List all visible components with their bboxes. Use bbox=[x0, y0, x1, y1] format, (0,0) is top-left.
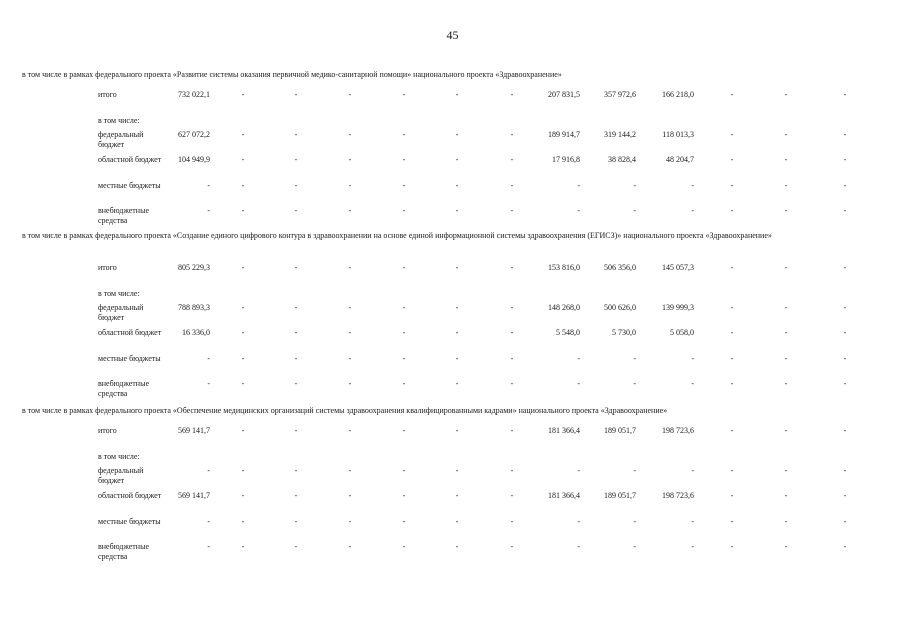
empty-cell: - bbox=[294, 465, 298, 475]
empty-cell: - bbox=[402, 379, 406, 388]
empty-cell: - bbox=[730, 206, 734, 215]
value-v2022: - bbox=[577, 180, 580, 190]
empty-cell: - bbox=[784, 328, 788, 337]
table-row bbox=[0, 303, 905, 323]
empty-cell: - bbox=[294, 328, 298, 337]
empty-cell: - bbox=[730, 491, 734, 500]
empty-cell: - bbox=[510, 516, 514, 526]
value-v2024: - bbox=[691, 542, 694, 551]
empty-cell: - bbox=[455, 465, 459, 475]
empty-cell: - bbox=[455, 90, 459, 99]
table-row bbox=[0, 491, 905, 511]
empty-cell: - bbox=[402, 465, 406, 475]
value-v2024: 118 013,3 bbox=[662, 129, 694, 139]
value-v2023: 357 972,6 bbox=[604, 90, 636, 99]
value-total: 104 949,9 bbox=[178, 155, 210, 164]
value-v2024: - bbox=[691, 379, 694, 388]
table-row bbox=[0, 90, 905, 110]
empty-cell: - bbox=[402, 353, 406, 363]
value-total: - bbox=[207, 516, 210, 526]
empty-cell: - bbox=[241, 206, 245, 215]
empty-cell: - bbox=[348, 491, 352, 500]
empty-cell: - bbox=[348, 379, 352, 388]
empty-cell: - bbox=[348, 516, 352, 526]
empty-cell: - bbox=[241, 328, 245, 337]
value-v2024: 5 058,0 bbox=[670, 328, 694, 337]
empty-cell: - bbox=[455, 542, 459, 551]
empty-cell: - bbox=[455, 180, 459, 190]
empty-cell: - bbox=[784, 542, 788, 551]
row-label: в том числе: bbox=[98, 115, 140, 125]
value-v2023: 38 828,4 bbox=[608, 155, 636, 164]
value-v2022: 207 831,5 bbox=[548, 90, 580, 99]
empty-cell: - bbox=[510, 465, 514, 475]
value-total: - bbox=[207, 353, 210, 363]
empty-cell: - bbox=[348, 328, 352, 337]
value-v2023: - bbox=[633, 353, 636, 363]
value-v2022: - bbox=[577, 516, 580, 526]
table-row bbox=[0, 542, 905, 562]
value-v2022: - bbox=[577, 542, 580, 551]
value-total: 788 893,3 bbox=[178, 302, 210, 312]
empty-cell: - bbox=[784, 465, 788, 475]
row-label: федеральный бюджет bbox=[98, 465, 144, 485]
value-v2023: 500 626,0 bbox=[604, 302, 636, 312]
empty-cell: - bbox=[348, 90, 352, 99]
empty-cell: - bbox=[241, 516, 245, 526]
empty-cell: - bbox=[455, 379, 459, 388]
value-v2023: - bbox=[633, 180, 636, 190]
value-v2022: 181 366,4 bbox=[548, 426, 580, 435]
empty-cell: - bbox=[241, 90, 245, 99]
table-row bbox=[0, 426, 905, 446]
empty-cell: - bbox=[455, 155, 459, 164]
value-total: 627 072,2 bbox=[178, 129, 210, 139]
empty-cell: - bbox=[402, 263, 406, 272]
table-row bbox=[0, 328, 905, 348]
empty-cell: - bbox=[294, 155, 298, 164]
empty-cell: - bbox=[730, 90, 734, 99]
empty-cell: - bbox=[843, 302, 847, 312]
value-v2023: - bbox=[633, 465, 636, 475]
empty-cell: - bbox=[784, 302, 788, 312]
empty-cell: - bbox=[510, 129, 514, 139]
value-total: 16 336,0 bbox=[182, 328, 210, 337]
empty-cell: - bbox=[241, 302, 245, 312]
empty-cell: - bbox=[843, 155, 847, 164]
value-v2024: - bbox=[691, 180, 694, 190]
page-number: 45 bbox=[446, 28, 459, 42]
empty-cell: - bbox=[455, 353, 459, 363]
table-row bbox=[0, 466, 905, 486]
empty-cell: - bbox=[843, 426, 847, 435]
empty-cell: - bbox=[455, 129, 459, 139]
value-v2022: - bbox=[577, 465, 580, 475]
empty-cell: - bbox=[241, 426, 245, 435]
empty-cell: - bbox=[294, 129, 298, 139]
empty-cell: - bbox=[241, 129, 245, 139]
empty-cell: - bbox=[348, 129, 352, 139]
value-v2023: - bbox=[633, 542, 636, 551]
value-v2022: - bbox=[577, 379, 580, 388]
value-v2024: - bbox=[691, 353, 694, 363]
empty-cell: - bbox=[294, 90, 298, 99]
value-v2022: 5 548,0 bbox=[556, 328, 580, 337]
empty-cell: - bbox=[294, 542, 298, 551]
empty-cell: - bbox=[784, 353, 788, 363]
empty-cell: - bbox=[294, 426, 298, 435]
empty-cell: - bbox=[402, 90, 406, 99]
empty-cell: - bbox=[510, 542, 514, 551]
empty-cell: - bbox=[510, 426, 514, 435]
table-row bbox=[0, 517, 905, 537]
empty-cell: - bbox=[348, 353, 352, 363]
value-v2022: 148 268,0 bbox=[548, 302, 580, 312]
row-label: областной бюджет bbox=[98, 328, 162, 337]
empty-cell: - bbox=[402, 206, 406, 215]
empty-cell: - bbox=[510, 491, 514, 500]
value-v2022: 17 916,8 bbox=[552, 155, 580, 164]
empty-cell: - bbox=[843, 516, 847, 526]
empty-cell: - bbox=[294, 379, 298, 388]
empty-cell: - bbox=[843, 379, 847, 388]
empty-cell: - bbox=[843, 129, 847, 139]
value-total: 569 141,7 bbox=[178, 426, 210, 435]
empty-cell: - bbox=[510, 155, 514, 164]
row-label: федеральный бюджет bbox=[98, 302, 144, 322]
value-v2024: 198 723,6 bbox=[662, 426, 694, 435]
table-row bbox=[0, 155, 905, 175]
empty-cell: - bbox=[843, 465, 847, 475]
empty-cell: - bbox=[402, 426, 406, 435]
table-row bbox=[0, 181, 905, 201]
empty-cell: - bbox=[241, 263, 245, 272]
empty-cell: - bbox=[241, 465, 245, 475]
value-v2024: 48 204,7 bbox=[666, 155, 694, 164]
value-v2022: - bbox=[577, 353, 580, 363]
value-total: 732 022,1 bbox=[178, 90, 210, 99]
table-row bbox=[0, 263, 905, 283]
value-total: - bbox=[207, 206, 210, 215]
empty-cell: - bbox=[402, 516, 406, 526]
value-v2024: 198 723,6 bbox=[662, 491, 694, 500]
section-title: в том числе в рамках федерального проекта «Создание единого цифрового контура в здравоохранении на основе единой информационной системы здравоохранения (ЕГИСЗ)» национального проекта «Здравоохранение» bbox=[22, 231, 772, 240]
empty-cell: - bbox=[348, 155, 352, 164]
empty-cell: - bbox=[510, 379, 514, 388]
empty-cell: - bbox=[455, 263, 459, 272]
value-v2024: 139 999,3 bbox=[662, 302, 694, 312]
empty-cell: - bbox=[843, 263, 847, 272]
empty-cell: - bbox=[348, 302, 352, 312]
table-row bbox=[0, 206, 905, 226]
empty-cell: - bbox=[784, 379, 788, 388]
empty-cell: - bbox=[730, 516, 734, 526]
value-total: - bbox=[207, 180, 210, 190]
empty-cell: - bbox=[784, 426, 788, 435]
section-title: в том числе в рамках федерального проекта «Развитие системы оказания первичной медико-санитарной помощи» национального проекта «Здравоохранение» bbox=[22, 70, 562, 79]
empty-cell: - bbox=[730, 328, 734, 337]
row-label: областной бюджет bbox=[98, 491, 162, 500]
empty-cell: - bbox=[241, 180, 245, 190]
value-v2024: - bbox=[691, 465, 694, 475]
empty-cell: - bbox=[402, 129, 406, 139]
empty-cell: - bbox=[730, 426, 734, 435]
empty-cell: - bbox=[730, 263, 734, 272]
value-v2024: 145 057,3 bbox=[662, 263, 694, 272]
row-label: итого bbox=[98, 426, 117, 435]
empty-cell: - bbox=[730, 465, 734, 475]
value-v2022: 153 816,0 bbox=[548, 263, 580, 272]
empty-cell: - bbox=[730, 353, 734, 363]
empty-cell: - bbox=[241, 491, 245, 500]
value-v2023: - bbox=[633, 516, 636, 526]
empty-cell: - bbox=[348, 542, 352, 551]
empty-cell: - bbox=[455, 302, 459, 312]
value-total: - bbox=[207, 542, 210, 551]
empty-cell: - bbox=[241, 542, 245, 551]
value-v2022: - bbox=[577, 206, 580, 215]
empty-cell: - bbox=[730, 180, 734, 190]
value-v2023: - bbox=[633, 206, 636, 215]
value-v2024: 166 218,0 bbox=[662, 90, 694, 99]
empty-cell: - bbox=[402, 491, 406, 500]
empty-cell: - bbox=[510, 302, 514, 312]
empty-cell: - bbox=[455, 328, 459, 337]
value-v2023: - bbox=[633, 379, 636, 388]
value-v2023: 189 051,7 bbox=[604, 426, 636, 435]
empty-cell: - bbox=[294, 206, 298, 215]
empty-cell: - bbox=[730, 302, 734, 312]
empty-cell: - bbox=[402, 302, 406, 312]
empty-cell: - bbox=[455, 206, 459, 215]
empty-cell: - bbox=[510, 353, 514, 363]
empty-cell: - bbox=[730, 542, 734, 551]
value-total: 805 229,3 bbox=[178, 263, 210, 272]
empty-cell: - bbox=[294, 302, 298, 312]
empty-cell: - bbox=[294, 516, 298, 526]
empty-cell: - bbox=[241, 379, 245, 388]
empty-cell: - bbox=[784, 206, 788, 215]
value-v2024: - bbox=[691, 206, 694, 215]
empty-cell: - bbox=[402, 180, 406, 190]
empty-cell: - bbox=[784, 90, 788, 99]
empty-cell: - bbox=[843, 206, 847, 215]
value-v2023: 5 730,0 bbox=[612, 328, 636, 337]
table-row bbox=[0, 130, 905, 150]
empty-cell: - bbox=[294, 353, 298, 363]
value-v2023: 506 356,0 bbox=[604, 263, 636, 272]
value-v2022: 189 914,7 bbox=[548, 129, 580, 139]
row-label: внебюджетные средства bbox=[98, 542, 149, 561]
empty-cell: - bbox=[402, 328, 406, 337]
empty-cell: - bbox=[348, 206, 352, 215]
empty-cell: - bbox=[510, 180, 514, 190]
empty-cell: - bbox=[784, 516, 788, 526]
empty-cell: - bbox=[730, 155, 734, 164]
empty-cell: - bbox=[784, 263, 788, 272]
empty-cell: - bbox=[843, 328, 847, 337]
row-label: местные бюджеты bbox=[98, 516, 161, 526]
empty-cell: - bbox=[843, 90, 847, 99]
value-v2024: - bbox=[691, 516, 694, 526]
value-total: - bbox=[207, 379, 210, 388]
empty-cell: - bbox=[348, 465, 352, 475]
empty-cell: - bbox=[241, 155, 245, 164]
row-label: местные бюджеты bbox=[98, 353, 161, 363]
value-v2023: 189 051,7 bbox=[604, 491, 636, 500]
row-label: внебюджетные средства bbox=[98, 206, 149, 225]
empty-cell: - bbox=[510, 328, 514, 337]
value-v2022: 181 366,4 bbox=[548, 491, 580, 500]
empty-cell: - bbox=[730, 129, 734, 139]
empty-cell: - bbox=[843, 491, 847, 500]
row-label: итого bbox=[98, 90, 117, 99]
value-total: 569 141,7 bbox=[178, 491, 210, 500]
empty-cell: - bbox=[402, 542, 406, 551]
table-row bbox=[0, 354, 905, 374]
empty-cell: - bbox=[784, 491, 788, 500]
empty-cell: - bbox=[843, 180, 847, 190]
row-label: федеральный бюджет bbox=[98, 129, 144, 149]
empty-cell: - bbox=[294, 180, 298, 190]
value-v2023: 319 144,2 bbox=[604, 129, 636, 139]
empty-cell: - bbox=[730, 379, 734, 388]
empty-cell: - bbox=[455, 491, 459, 500]
empty-cell: - bbox=[294, 263, 298, 272]
empty-cell: - bbox=[348, 263, 352, 272]
empty-cell: - bbox=[455, 426, 459, 435]
empty-cell: - bbox=[402, 155, 406, 164]
empty-cell: - bbox=[294, 491, 298, 500]
empty-cell: - bbox=[348, 180, 352, 190]
row-label: внебюджетные средства bbox=[98, 379, 149, 398]
empty-cell: - bbox=[510, 263, 514, 272]
row-label: итого bbox=[98, 263, 117, 272]
empty-cell: - bbox=[843, 353, 847, 363]
row-label: местные бюджеты bbox=[98, 180, 161, 190]
row-label: в том числе: bbox=[98, 451, 140, 461]
empty-cell: - bbox=[784, 180, 788, 190]
empty-cell: - bbox=[510, 206, 514, 215]
row-label: в том числе: bbox=[98, 288, 140, 298]
empty-cell: - bbox=[843, 542, 847, 551]
table-row bbox=[0, 379, 905, 399]
empty-cell: - bbox=[348, 426, 352, 435]
empty-cell: - bbox=[455, 516, 459, 526]
empty-cell: - bbox=[784, 155, 788, 164]
row-label: областной бюджет bbox=[98, 155, 162, 164]
empty-cell: - bbox=[241, 353, 245, 363]
value-total: - bbox=[207, 465, 210, 475]
empty-cell: - bbox=[784, 129, 788, 139]
empty-cell: - bbox=[510, 90, 514, 99]
section-title: в том числе в рамках федерального проекта «Обеспечение медицинских организаций системы здравоохранения квалифицированными кадрами» национального проекта «Здравоохранение» bbox=[22, 406, 668, 415]
